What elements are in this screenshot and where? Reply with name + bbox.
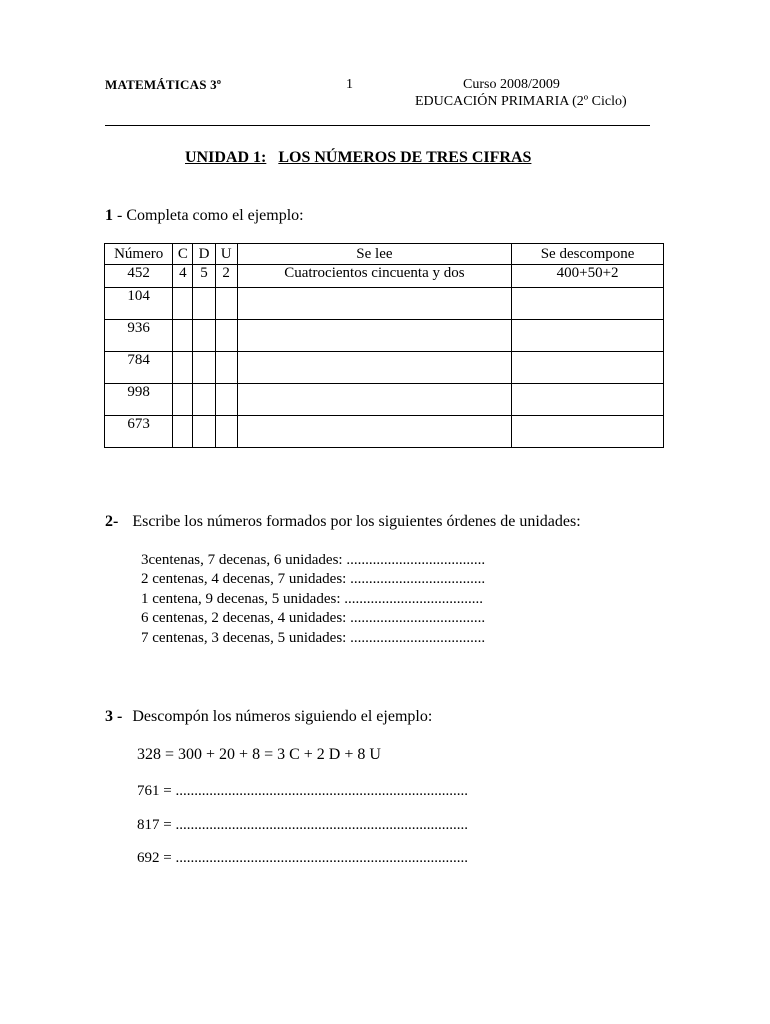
exercise-2-item: 7 centenas, 3 decenas, 5 unidades: ....................................: [141, 630, 486, 646]
exercise-1-heading: [105, 207, 304, 225]
blank-cell[interactable]: [215, 320, 237, 352]
header-divider: [105, 125, 650, 126]
blank-cell[interactable]: [237, 416, 511, 448]
blank-cell[interactable]: [173, 352, 193, 384]
blank-cell[interactable]: [512, 416, 664, 448]
subject-label: MATEMÁTICAS 3º: [105, 77, 222, 92]
blank-cell[interactable]: [193, 320, 215, 352]
col-header-se-descompone: Se descompone: [512, 244, 664, 265]
exercise-2-number: 2-: [105, 513, 119, 530]
row-number: 784: [105, 352, 173, 384]
exercise-2-item: 2 centenas, 4 decenas, 7 unidades: ....................................: [141, 571, 486, 587]
exercise-2-heading: [105, 513, 581, 531]
blank-cell[interactable]: [173, 384, 193, 416]
blank-cell[interactable]: [512, 288, 664, 320]
exercise-3-heading: [105, 708, 432, 726]
unit-title: [185, 149, 531, 167]
exercise-3-item: 692 = ..............................................................................: [137, 850, 468, 866]
blank-cell[interactable]: [215, 352, 237, 384]
education-level: EDUCACIÓN PRIMARIA (2º Ciclo): [415, 94, 627, 109]
row-number: 673: [105, 416, 173, 448]
exercise-3-number: 3 -: [105, 708, 123, 725]
exercise-2-item: 3centenas, 7 decenas, 6 unidades: .....................................: [141, 552, 486, 568]
blank-cell[interactable]: [193, 384, 215, 416]
col-header-d: D: [193, 244, 215, 265]
exercise-2-instruction: Escribe los números formados por los siguientes órdenes de unidades:: [132, 513, 581, 530]
blank-cell[interactable]: [512, 352, 664, 384]
example-se-descompone: 400+50+2: [512, 265, 664, 288]
blank-cell[interactable]: [237, 384, 511, 416]
row-number: 104: [105, 288, 173, 320]
table-row: [105, 416, 664, 448]
blank-cell[interactable]: [173, 288, 193, 320]
col-header-u: U: [215, 244, 237, 265]
blank-cell[interactable]: [193, 352, 215, 384]
exercise-1-instruction: - Completa como el ejemplo:: [113, 207, 304, 224]
blank-cell[interactable]: [173, 320, 193, 352]
col-header-numero: Número: [105, 244, 173, 265]
unit-name: LOS NÚMEROS DE TRES CIFRAS: [278, 149, 532, 166]
example-d: 5: [193, 265, 215, 288]
table-row: [105, 320, 664, 352]
exercise-1-number: 1: [105, 207, 113, 224]
blank-cell[interactable]: [215, 416, 237, 448]
exercise-2-item: 6 centenas, 2 decenas, 4 unidades: ....................................: [141, 610, 486, 626]
exercise-2-item: 1 centena, 9 decenas, 5 unidades: .....................................: [141, 591, 484, 607]
table-row: [105, 384, 664, 416]
table-row-example: [105, 265, 664, 288]
row-number: 998: [105, 384, 173, 416]
exercise-3-instruction: Descompón los números siguiendo el ejemplo:: [132, 708, 433, 725]
blank-cell[interactable]: [237, 288, 511, 320]
exercise-3-example: 328 = 300 + 20 + 8 = 3 C + 2 D + 8 U: [137, 746, 381, 763]
blank-cell[interactable]: [512, 384, 664, 416]
exercise-3-item: 761 = ..............................................................................: [137, 783, 468, 799]
blank-cell[interactable]: [237, 320, 511, 352]
table-row: [105, 288, 664, 320]
example-number: 452: [105, 265, 173, 288]
blank-cell[interactable]: [193, 416, 215, 448]
exercise-1-table: [104, 243, 664, 448]
blank-cell[interactable]: [215, 384, 237, 416]
blank-cell[interactable]: [173, 416, 193, 448]
example-u: 2: [215, 265, 237, 288]
blank-cell[interactable]: [193, 288, 215, 320]
blank-cell[interactable]: [237, 352, 511, 384]
unit-label: UNIDAD 1:: [185, 149, 267, 166]
col-header-se-lee: Se lee: [237, 244, 511, 265]
example-se-lee: Cuatrocientos cincuenta y dos: [237, 265, 511, 288]
blank-cell[interactable]: [215, 288, 237, 320]
table-row: [105, 352, 664, 384]
col-header-c: C: [173, 244, 193, 265]
course-year: Curso 2008/2009: [463, 77, 560, 92]
blank-cell[interactable]: [512, 320, 664, 352]
example-c: 4: [173, 265, 193, 288]
row-number: 936: [105, 320, 173, 352]
exercise-3-item: 817 = ..............................................................................: [137, 817, 468, 833]
page-number: 1: [346, 77, 353, 92]
